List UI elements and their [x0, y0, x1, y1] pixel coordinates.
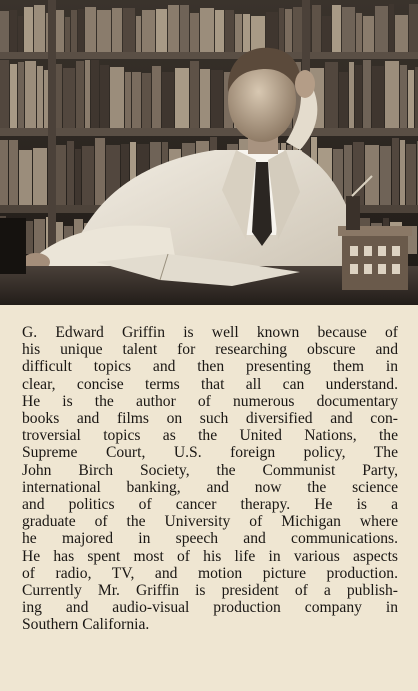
book-spine [243, 14, 250, 52]
book-spine [349, 62, 354, 128]
book-spine [100, 65, 109, 128]
bio-line: graduate of the University of Michigan where [22, 513, 398, 531]
book-spine [385, 61, 399, 128]
bio-line: He has spent most of his life in various aspects [22, 547, 398, 565]
bio-line: books and films on such diversified and con- [22, 410, 398, 428]
book-spine [355, 65, 362, 128]
book-spine [180, 5, 189, 52]
book-spine [395, 15, 408, 52]
book-spine [0, 60, 9, 128]
book-spine [211, 70, 223, 128]
book-spine [0, 11, 9, 52]
book-spine [9, 140, 18, 205]
book-spine [285, 9, 292, 52]
book-spine [10, 64, 17, 128]
shelf-post [48, 0, 56, 250]
book-spine [18, 62, 24, 128]
book-spine [325, 62, 338, 128]
bio-line: he majored in speech and communications. [22, 530, 398, 548]
bio-line: difficult topics and then presenting them in [22, 358, 398, 376]
book-spine [375, 6, 388, 52]
book-spine [342, 7, 355, 52]
bio-line: John Birch Society, the Communist Party, [22, 461, 398, 479]
bio-line: clear, concise terms that all can understand. [22, 375, 398, 393]
book-spine [142, 73, 151, 128]
book-spine [91, 60, 99, 128]
bio-line: G. Edward Griffin is well known because of [22, 324, 398, 341]
bio-line: of radio, TV, and motion picture production. [22, 564, 398, 582]
book-spine [392, 138, 399, 205]
book-spine [76, 61, 84, 128]
book-spine [63, 68, 75, 128]
book-spine [363, 16, 374, 52]
book-spine [200, 69, 210, 128]
book-spine [400, 140, 405, 205]
book-spine [75, 149, 81, 205]
book-spine [156, 9, 167, 52]
book-spine [10, 10, 17, 52]
book-spine [0, 140, 8, 205]
book-spine [372, 66, 384, 128]
book-spine [78, 9, 84, 52]
raised-hand [295, 70, 315, 98]
book-spine [251, 16, 265, 52]
book-spine [110, 67, 124, 128]
book-spine [175, 68, 189, 128]
book-spine [85, 60, 90, 128]
book-spine [85, 7, 96, 52]
book-spine [132, 72, 141, 128]
book-spine [190, 61, 199, 128]
book-spine [152, 66, 161, 128]
book-spine [71, 10, 77, 52]
book-spine [162, 72, 174, 128]
bio-line: and politics of cancer therapy. He is a [22, 496, 398, 514]
book-spine [408, 70, 414, 128]
book-spine [266, 12, 278, 52]
book-spine [409, 4, 418, 52]
book-spine [312, 5, 321, 52]
book-spine [190, 13, 199, 52]
author-bio [22, 324, 398, 634]
book-spine [363, 60, 371, 128]
bio-line: ing and audio-visual production company in [22, 599, 398, 617]
book-spine [65, 17, 70, 52]
book-spine [123, 8, 135, 52]
book-spine [25, 61, 36, 128]
book-spine [332, 5, 341, 52]
book-spine [125, 72, 131, 128]
book-spine [82, 146, 94, 205]
bio-line: He is the author of numerous documentary [22, 392, 398, 410]
book-spine [380, 146, 391, 205]
book-spine [400, 65, 407, 128]
book-spine [365, 145, 379, 205]
book-spine [24, 7, 33, 52]
bio-line: international banking, and now the science [22, 478, 398, 496]
pen-holder [346, 196, 360, 230]
book-spine [97, 10, 111, 52]
author-photo [0, 0, 418, 305]
bio-line: Southern California. [22, 616, 150, 634]
book-spine [389, 4, 394, 52]
book-spine [34, 219, 45, 254]
book-spine [339, 72, 348, 128]
book-spine [279, 8, 284, 52]
bio-line: Supreme Court, U.S. foreign policy, The [22, 444, 398, 462]
book-spine [215, 10, 224, 52]
bio-line: Currently Mr. Griffin is president of a publish- [22, 582, 398, 600]
desk-lamp-base [0, 218, 26, 274]
shelf-board [0, 52, 418, 59]
book-spine [67, 141, 74, 205]
book-spine [168, 5, 179, 52]
book-spine [37, 66, 43, 128]
book-spine [95, 138, 105, 205]
book-spine [136, 16, 141, 52]
shelf-board [0, 128, 418, 136]
bio-line: troversial topics as the United Nations, the [22, 427, 398, 445]
book-spine [353, 142, 364, 205]
book-spine [406, 144, 416, 205]
book-spine [225, 10, 234, 52]
book-spine [235, 14, 242, 52]
book-spine [33, 148, 47, 205]
book-spine [142, 10, 155, 52]
book-spine [18, 16, 23, 52]
book-spine [200, 8, 214, 52]
book-spine [322, 16, 331, 52]
bio-line: his unique talent for researching obscure and [22, 341, 398, 359]
decorative-box [342, 232, 408, 290]
book-spine [112, 8, 122, 52]
book-spine [19, 150, 32, 205]
book-spine [356, 13, 362, 52]
book-spine [34, 5, 45, 52]
